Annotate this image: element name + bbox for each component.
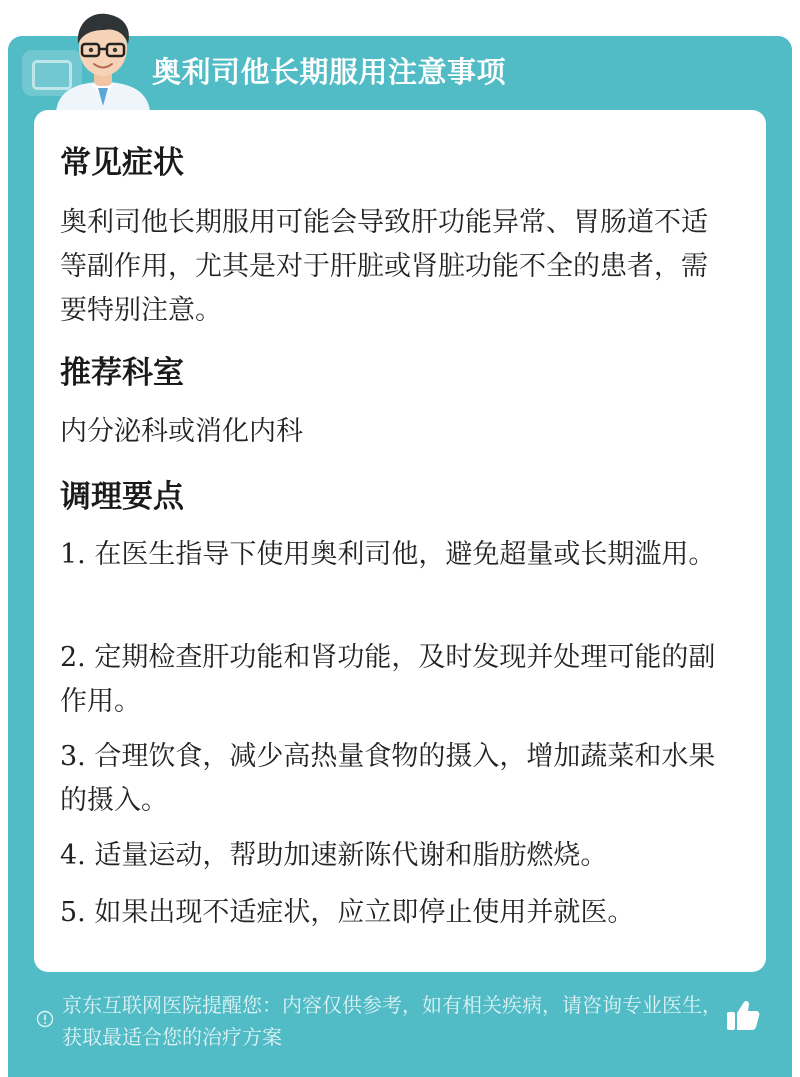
list-item-text: 合理饮食，减少高热量食物的摄入，增加蔬菜和水果的摄入。	[60, 741, 716, 816]
list-item-number: 1.	[60, 539, 86, 570]
doctor-avatar-icon	[48, 8, 158, 112]
list-item-number: 4.	[60, 840, 86, 871]
symptoms-paragraph: 奥利司他长期服用可能会导致肝功能异常、胃肠道不适等副作用，尤其是对于肝脏或肾脏功能不全的患者，需要特别注意。	[60, 207, 708, 326]
list-item	[60, 533, 732, 577]
list-item-number: 5.	[60, 897, 86, 928]
content-card	[34, 110, 766, 972]
list-item-text: 适量运动，帮助加速新陈代谢和脂肪燃烧。	[94, 840, 608, 871]
list-item-text: 如果出现不适症状，应立即停止使用并就医。	[94, 897, 635, 928]
list-item	[60, 834, 732, 878]
thumbs-up-icon[interactable]	[724, 996, 762, 1034]
list-item-number: 2.	[60, 642, 86, 673]
section-heading-symptoms: 常见症状	[60, 145, 184, 181]
section-heading-care: 调理要点	[60, 479, 184, 515]
list-item-number: 3.	[60, 741, 86, 772]
list-item-text: 定期检查肝功能和肾功能，及时发现并处理可能的副作用。	[60, 642, 716, 717]
section-heading-department: 推荐科室	[60, 355, 184, 391]
list-item	[60, 735, 732, 823]
department-paragraph: 内分泌科或消化内科	[60, 416, 303, 447]
page-title: 奥利司他长期服用注意事项	[152, 55, 507, 89]
info-circle-icon	[36, 1010, 54, 1028]
list-item-text: 在医生指导下使用奥利司他，避免超量或长期滥用。	[94, 539, 716, 570]
list-item	[60, 891, 732, 935]
list-item	[60, 636, 732, 724]
disclaimer-text: 京东互联网医院提醒您：内容仅供参考，如有相关疾病，请咨询专业医生，获取最适合您的治疗方案	[62, 993, 722, 1049]
